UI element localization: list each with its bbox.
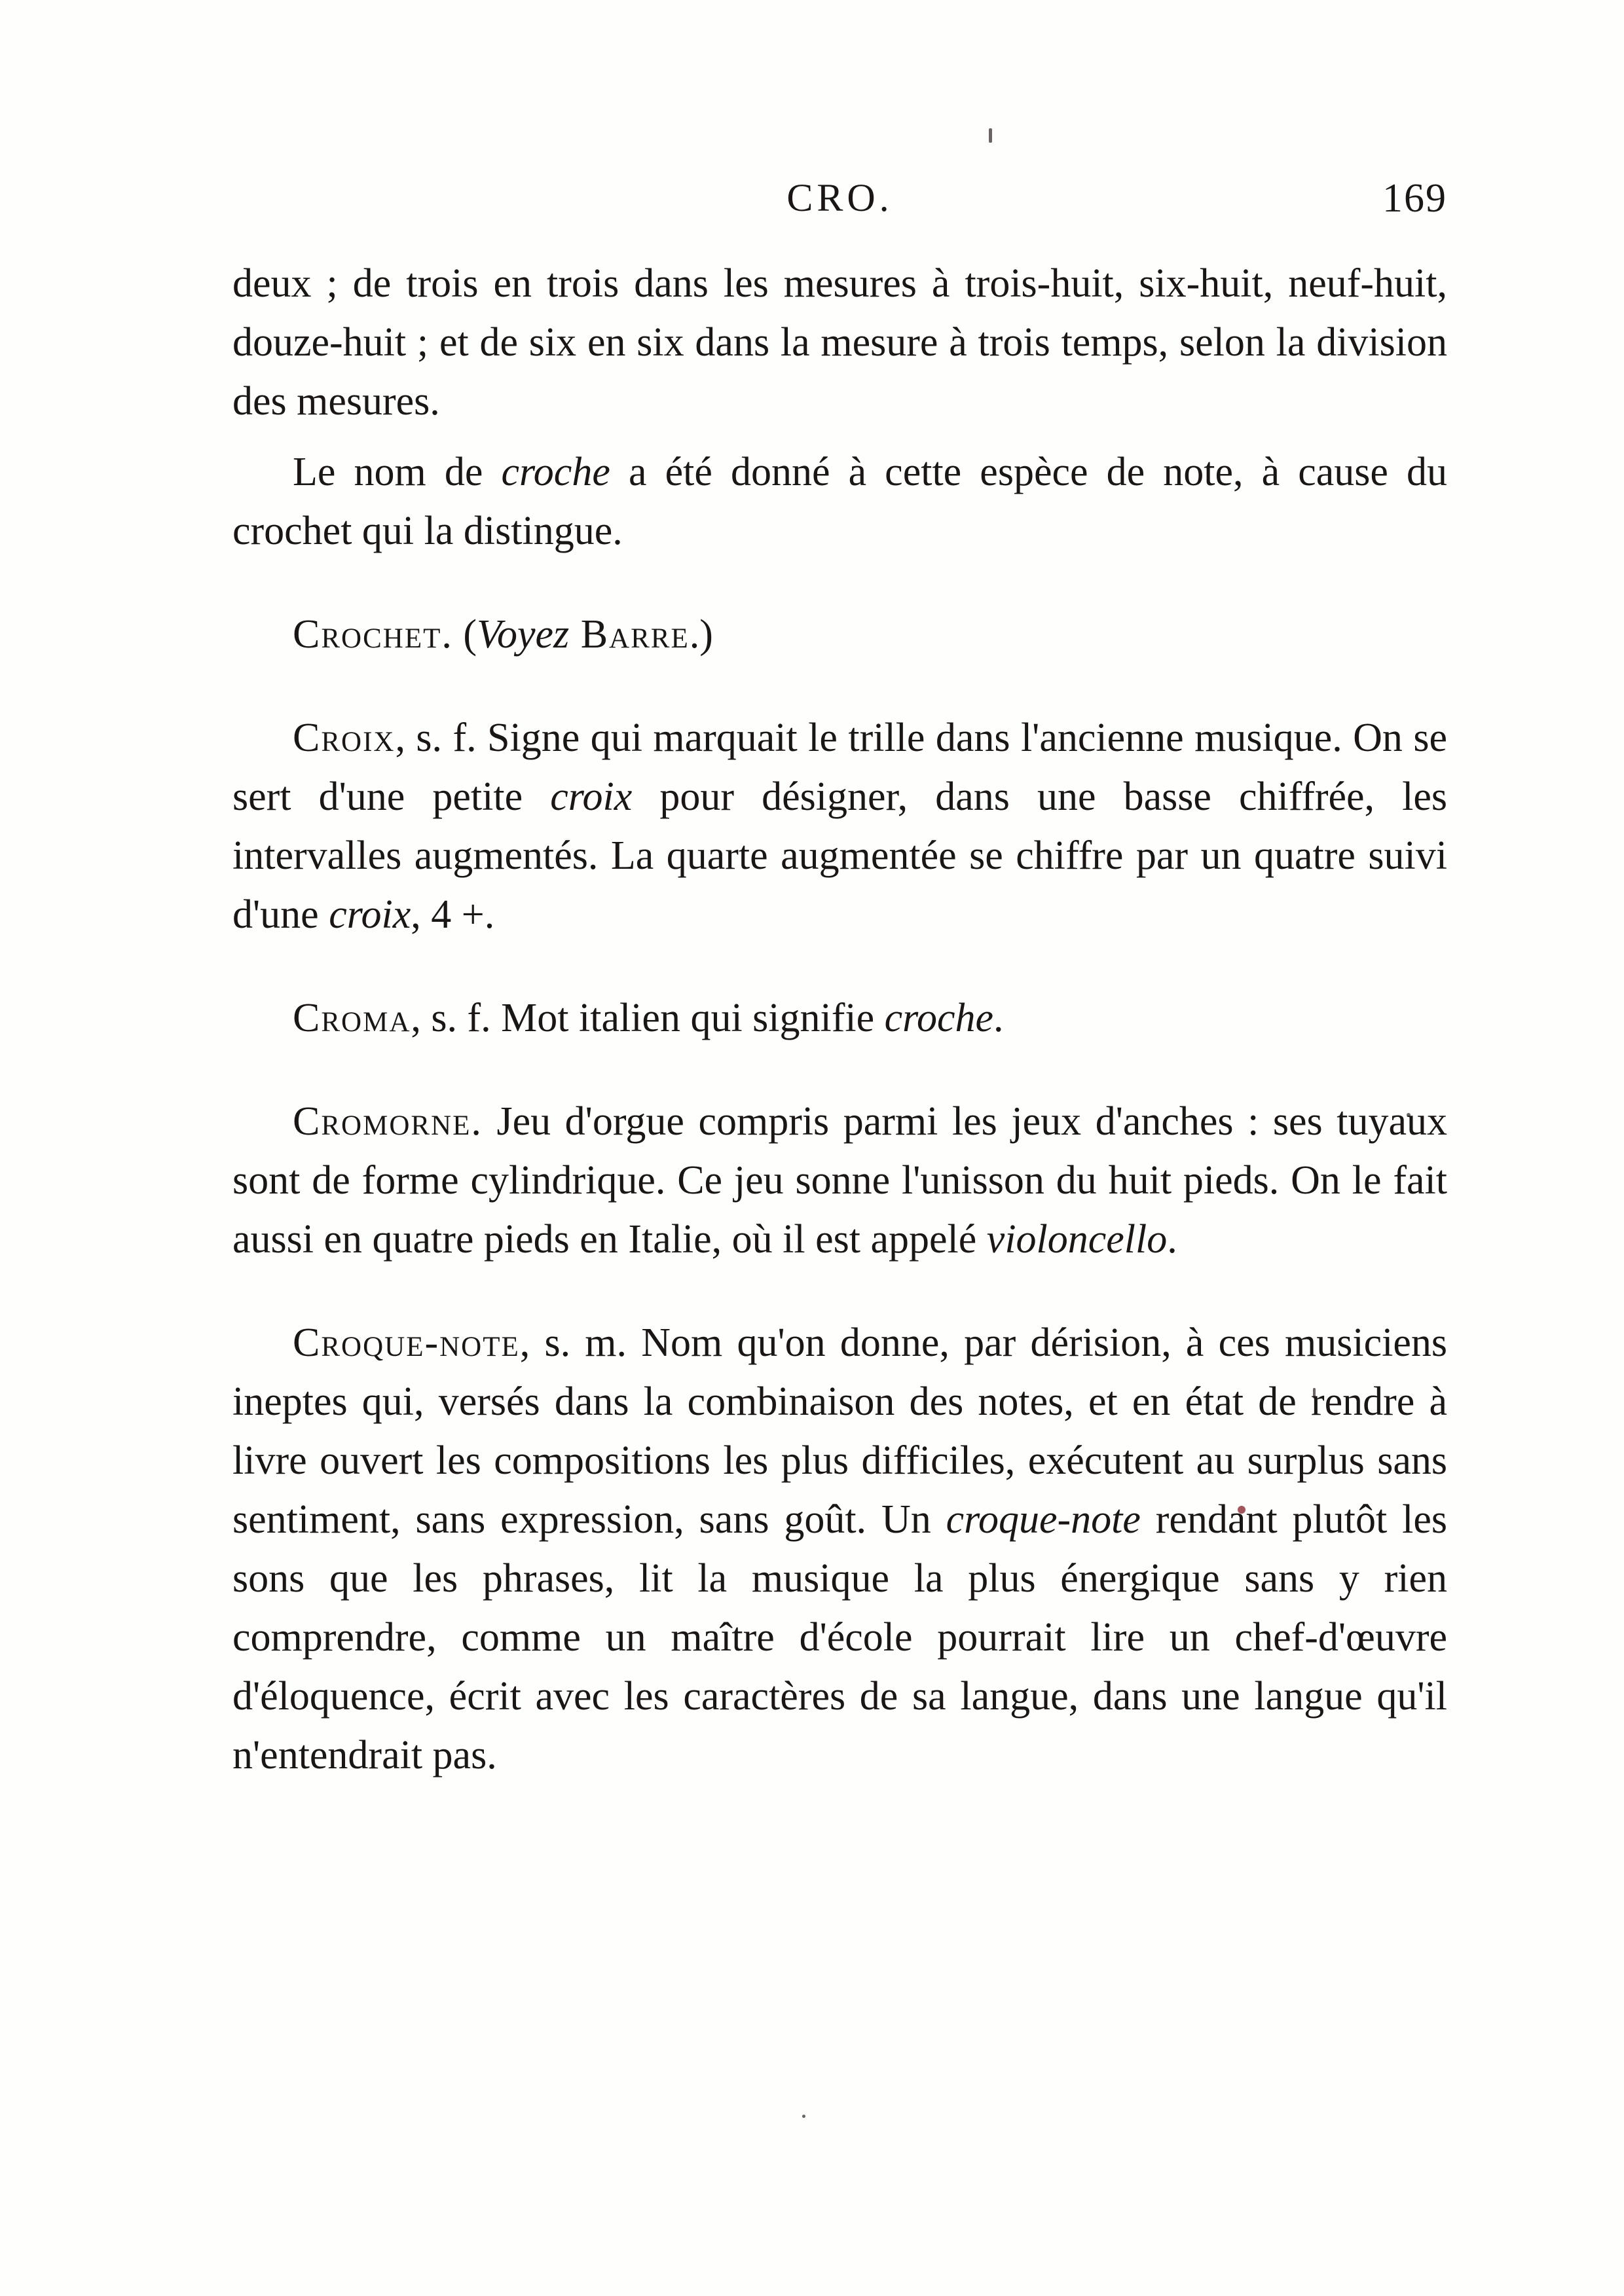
entry-croque-note [232,1313,1447,1785]
page-number: 169 [1382,176,1447,221]
page-body [232,254,1447,1785]
text-run: ( [452,612,477,657]
text-run: .) [689,612,713,657]
italic-term: Voyez [477,612,570,657]
entry-headword: Croma [293,996,411,1040]
ink-speck [989,128,992,143]
italic-term: croche [884,996,994,1040]
italic-term: croque-note [946,1497,1141,1542]
page-header [232,175,1447,228]
paragraph-croche-name [232,443,1447,560]
italic-term: croix [550,774,633,819]
text-run: Le nom de [293,450,502,494]
text-run: , s. f. Signe qui marquait le trille dans l'ancienne musique. On se sert d'une petite [232,716,1447,819]
entry-croma [232,989,1447,1048]
paragraph-continued: deux ; de trois en trois dans les mesures à trois-huit, six-huit, neuf-huit, douze-huit ; et de six en six dans la mesure à trois temps, selon la division des mesures. [232,261,1447,424]
text-run: . [1167,1217,1177,1262]
entry-headword: Cromorne. [293,1099,483,1144]
cross-reference: Barre [569,612,690,657]
text-run: , 4 +. [411,892,495,937]
text-run: Jeu d'orgue compris parmi les jeux d'anches : ses tuyaux sont de forme cylindrique. Ce jeu sonne l'unisson du huit pieds. On le fait aussi en quatre pieds en Italie, où il est appelé [232,1099,1447,1262]
ink-speck [802,2115,805,2118]
italic-term: croix [329,892,411,937]
text-run: rendant plutôt les sons que les phrases, lit la musique la plus énergique sans y rien comprendre, comme un maître d'école pourrait lire un chef-d'œuvre d'éloquence, écrit avec les caractères de sa langue, dans une langue qu'il n'entendrait pas. [232,1497,1447,1777]
entry-headword: Croix [293,716,396,760]
text-run: a été donné à cette espèce de note, à cause du crochet qui la distingue. [232,450,1447,553]
text-run: , s. f. Mot italien qui signifie [411,996,885,1040]
running-head: CRO. [786,176,893,219]
entry-cromorne [232,1092,1447,1269]
entry-croix [232,708,1447,944]
text-run: pour désigner, dans une basse chiffrée, les intervalles augmentés. La quarte augmentée se chiffre par un quatre suivi d'une [232,774,1448,937]
entry-headword: Crochet. [293,612,453,657]
text-run: , s. m. Nom qu'on donne, par dérision, à ces musiciens ineptes qui, versés dans la combinaison des notes, et en état de rendre à livre ouvert les compositions les plus difficiles, exécutent au surplus sans sentiment, sans expression, sans goût. Un [232,1321,1447,1542]
italic-term: violoncello [986,1217,1168,1262]
entry-headword: Croque-note [293,1321,520,1365]
text-run: . [993,996,1004,1040]
italic-term: croche [501,450,610,494]
entry-crochet [232,605,1447,664]
